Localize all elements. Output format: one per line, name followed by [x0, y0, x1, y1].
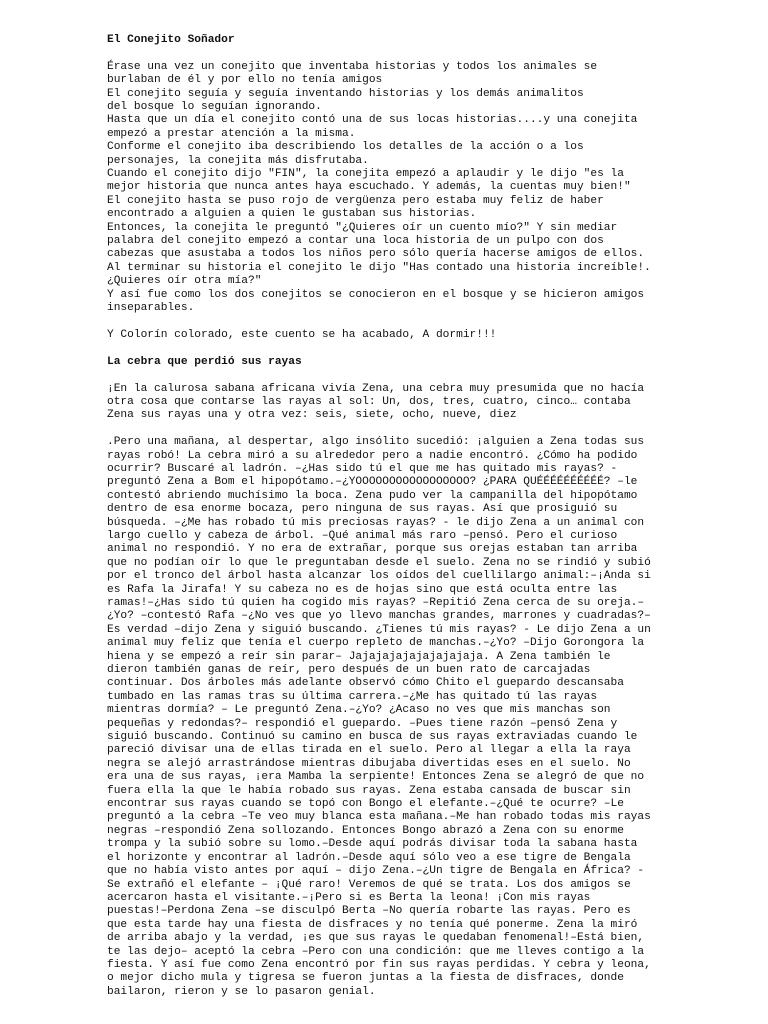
text-line: Es verdad –dijo Zena y siguió buscando. ¿Tienes tú mis rayas? - Le dijo Zena a un	[107, 623, 651, 636]
text-line: mientras dormía? – Le preguntó Zena.–¿Yo? ¿Acaso no ves que mis manchas son	[107, 704, 611, 717]
text-line: inseparables.	[107, 302, 195, 315]
text-line: mejor historia que nunca antes haya escuchado. Y además, la cuentas muy bien!"	[107, 181, 631, 194]
text-line: largo cuello y cabeza de árbol. –Qué animal más raro –pensó. Pero el curioso	[107, 529, 618, 542]
paragraph	[107, 436, 667, 999]
text-line: encontrado a alguien a quien le gustaban sus historias.	[107, 208, 477, 221]
story-body-2	[107, 383, 667, 1000]
text-line: que no había visto antes por aquí – dijo Zena.–¿Un tigre de Bengala en África? -	[107, 865, 645, 878]
text-line: Cuando el conejito dijo "FIN", la conejita empezó a aplaudir y le dijo "es la	[107, 168, 624, 181]
text-line: siguió buscando. Continuó su camino en busca de sus rayas extraviadas cuando le	[107, 731, 638, 744]
text-line: Zena sus rayas una y otra vez: seis, siete, ocho, nueve, diez	[107, 409, 517, 422]
text-line: El conejito hasta se puso rojo de vergüenza pero estaba muy feliz de haber	[107, 194, 604, 207]
text-line: personajes, la conejita más disfrutaba.	[107, 154, 369, 167]
text-line: era una de sus rayas, ¡era Mamba la serpiente! Entonces Zena se alegró de que no	[107, 771, 645, 784]
text-line: animal muy feliz que tenía el cuerpo repleto de manchas.–¿Yo? –Dijo Gorongora la	[107, 637, 645, 650]
text-line: cabezas que asustaba a todos los niños pero sólo quería hacerse amigos de ellos.	[107, 248, 645, 261]
text-line: fuera ella la que le había robado sus rayas. Zena estaba cansada de buscar sin	[107, 784, 631, 797]
text-line: ¿Yo? –contestó Rafa –¿No ves que yo llevo manchas grandes, marrones y cuadradas?–	[107, 610, 651, 623]
story-body-1	[107, 61, 667, 343]
text-line: ¿Quieres oír otra mía?"	[107, 275, 262, 288]
text-line: hiena y se empezó a reír sin parar– Jajajajajajajajajaja. A Zena también le	[107, 650, 611, 663]
text-line: Al terminar su historia el conejito le dijo "Has contado una historia increíble!.	[107, 261, 651, 274]
text-line: Se extrañó el elefante – ¡Qué raro! Veremos de qué se trata. Los dos amigos se	[107, 878, 631, 891]
story-title-2: La cebra que perdió sus rayas	[107, 355, 302, 368]
text-line: contestó abriendo muchísimo la boca. Zena pudo ver la campanilla del hipopótamo	[107, 489, 638, 502]
text-line: fiesta. Y así fue como Zena encontró por fin sus rayas perdidas. Y cebra y leona,	[107, 958, 651, 971]
text-line: Hasta que un día el conejito contó una de sus locas historias....y una conejita	[107, 114, 638, 127]
text-line: continuar. Dos árboles más adelante observó cómo Chito el guepardo descansaba	[107, 677, 624, 690]
text-line: otra cosa que contarse las rayas al sol: Un, dos, tres, cuatro, cinco… contaba	[107, 395, 631, 408]
text-line: trompa y la subió sobre su lomo.–Desde aquí podrás divisar toda la sabana hasta	[107, 838, 638, 851]
text-line: El conejito seguía y seguía inventando historias y los demás animalitos	[107, 87, 584, 100]
paragraph	[107, 61, 667, 316]
text-line: acercaron hasta el visitante.–¡Pero si es Berta la leona! ¡Con mis rayas	[107, 891, 591, 904]
text-line: preguntó Zena a Bom el hipopótamo.–¿YOOOOOOOOOOOOOOOOO? ¿PARA QUÉÉÉÉÉÉÉÉÉÉ? –le	[107, 476, 638, 489]
text-line: preguntó a la cebra –Te veo muy blanca esta mañana.–Me han robado todas mis rayas	[107, 811, 651, 824]
text-line: búsqueda. –¿Me has robado tú mis preciosas rayas? - le dijo Zena a un animal con	[107, 516, 645, 529]
text-line: ¡En la calurosa sabana africana vivía Zena, una cebra muy presumida que no hacía	[107, 382, 645, 395]
text-line: que no podían oír lo que le preguntaban desde el suelo. Zena no se rindió y subió	[107, 556, 651, 569]
text-line: negras –respondió Zena sollozando. Entonces Bongo abrazó a Zena con su enorme	[107, 824, 624, 837]
text-line: dieron también ganas de reír, pero después de un buen rato de carcajadas	[107, 664, 591, 677]
text-line: palabra del conejito empezó a contar una loca historia de un pulpo con dos	[107, 235, 604, 248]
document-page	[107, 34, 667, 1013]
text-line: Conforme el conejito iba describiendo los detalles de la acción o a los	[107, 141, 584, 154]
text-line: dentro de esa enorme bocaza, pero ninguna de sus rayas. Así que prosiguió su	[107, 503, 618, 516]
text-line: es Rafa la Jirafa! Y su cabeza no es de hojas sino que está oculta entre las	[107, 583, 618, 596]
text-line: .Pero una mañana, al despertar, algo insólito sucedió: ¡alguien a Zena todas sus	[107, 436, 645, 449]
text-line: del bosque lo seguían ignorando.	[107, 101, 322, 114]
text-line: encontrar sus rayas cuando se topó con Bongo el elefante.–¿Qué te ocurre? –Le	[107, 798, 624, 811]
text-line: pequeñas y redondas?– respondió el guepardo. –Pues tiene razón –pensó Zena y	[107, 717, 618, 730]
text-line: por el tronco del árbol hasta alcanzar los oídos del cuellilargo animal:–¡Anda si	[107, 570, 651, 583]
text-line: pareció divisar una de ellas tirada en el suelo. Pero al llegar a ella la raya	[107, 744, 631, 757]
text-line: puestas!–Perdona Zena –se disculpó Berta –No quería robarte las rayas. Pero es	[107, 905, 631, 918]
text-line: te las dejo– aceptó la cebra –Pero con una condición: que me lleves contigo a la	[107, 945, 645, 958]
text-line: Érase una vez un conejito que inventaba historias y todos los animales se	[107, 60, 598, 73]
text-line: ocurrir? Buscaré al ladrón. –¿Has sido tú el que me has quitado mis rayas? -	[107, 462, 618, 475]
paragraph	[107, 383, 667, 423]
text-line: bailaron, rieron y se lo pasaron genial.	[107, 985, 376, 998]
text-line: o mejor dicho mula y tigresa se fueron juntas a la fiesta de disfraces, donde	[107, 972, 624, 985]
text-line: burlaban de él y por ello no tenía amigos	[107, 74, 383, 87]
text-line: Entonces, la conejita le preguntó "¿Quieres oír un cuento mío?" Y sin mediar	[107, 221, 618, 234]
text-line: Y Colorín colorado, este cuento se ha acabado, A dormir!!!	[107, 328, 497, 341]
paragraph	[107, 329, 667, 342]
text-line: negra se alejó arrastrándose mientras dibujaba divertidas eses en el suelo. No	[107, 757, 631, 770]
text-line: Y así fue como los dos conejitos se conocieron en el bosque y se hicieron amigos	[107, 288, 645, 301]
text-line: empezó a prestar atención a la misma.	[107, 127, 356, 140]
text-line: rayas robó! La cebra miró a su alrededor pero a nadie encontró. ¿Cómo ha podido	[107, 449, 638, 462]
text-line: tumbado en las ramas tras su última carrera.–¿Me has quitado tú las rayas	[107, 690, 598, 703]
text-line: animal no respondió. Y no era de extrañar, porque sus orejas estaban tan arriba	[107, 543, 638, 556]
text-line: el horizonte y encontrar al ladrón.–Desde aquí sólo veo a ese tigre de Bengala	[107, 851, 631, 864]
text-line: ramas!–¿Has sido tú quien ha cogido mis rayas? –Repitió Zena cerca de su oreja.–	[107, 596, 645, 609]
story-title-1: El Conejito Soñador	[107, 34, 235, 46]
text-line: que esta tarde hay una fiesta de disfraces y no tenía qué ponerme. Zena la miró	[107, 918, 638, 931]
text-line: de arriba abajo y la verdad, ¡es que sus rayas le quedaban fenomenal!–Está bien,	[107, 932, 645, 945]
